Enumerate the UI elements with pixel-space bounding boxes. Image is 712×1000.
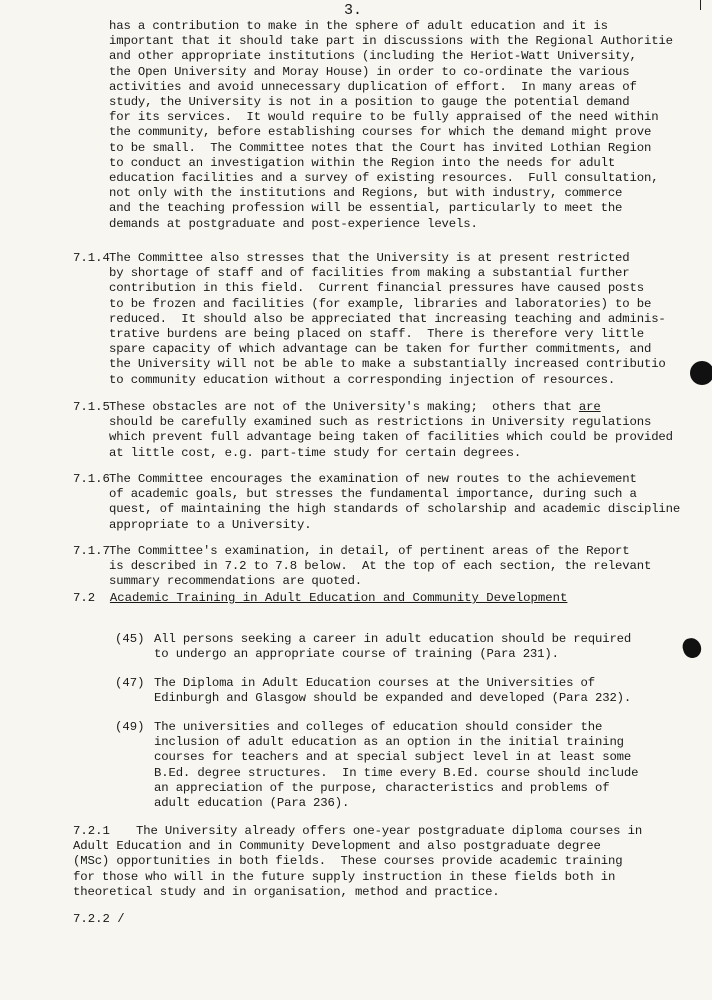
section-7-2-1-body: The University already offers one-year postgraduate diploma courses in Adult Education and in Community Development and also postgraduate degree (MSc) opportunities in both fields. These courses provide academic training for those who will in the future supply instruction in these fields both in theoretical study and in organisation, method and practice. (73, 824, 643, 899)
continuation-marker: 7.2.2 / (73, 912, 125, 926)
ink-blot (690, 361, 712, 385)
ink-blot-2 (681, 636, 704, 660)
section-7-2-heading (73, 591, 567, 605)
section-7-1-6-number: 7.1.6 (73, 472, 110, 486)
recommendation-47-text: The Diploma in Adult Education courses at the Universities of Edinburgh and Glasgow should be expanded and developed (Para 232). (154, 676, 632, 706)
recommendation-49-number: (49) (115, 720, 145, 734)
intro-paragraph: has a contribution to make in the sphere of adult education and it is important that it should take part in discussions with the Regional Authoritie and other appropriate institutions (including the Heriot-Watt University, the Open University and Moray House) in order to co-ordinate the various activities and avoid unnecessary duplication of effort. In many areas of study, the University is not in a position to gauge the potential demand for its services. It would require to be fully appraised of the need within the community, before establishing courses for which the demand might prove to be small. The Committee notes that the Court has invited Lothian Region to conduct an investigation within the Region into the needs for adult education facilities and a survey of existing resources. Full consultation, not only with the institutions and Regions, but with industry, commerce and the teaching profession will be essential, particularly to meet the demands at postgraduate and post-experience levels. (109, 19, 673, 231)
section-7-1-7-text: The Committee's examination, in detail, of pertinent areas of the Report is described in 7.2 to 7.8 below. At the top of each section, the relevant summary recommendations are quoted. (109, 544, 652, 589)
recommendation-45-number: (45) (115, 632, 145, 646)
page-number: 3. (344, 2, 363, 19)
recommendation-47-number: (47) (115, 676, 145, 690)
section-7-1-5-text-b: should be carefully examined such as restrictions in University regulations which prevent full advantage being taken of facilities which could be provided at little cost, e.g. part-time study for certain degrees. (109, 415, 673, 460)
section-7-1-4-number: 7.1.4 (73, 251, 110, 265)
section-7-1-7-number: 7.1.7 (73, 544, 110, 558)
section-7-2-number: 7.2 (73, 591, 96, 605)
section-7-2-1-number: 7.2.1 (73, 824, 110, 838)
recommendation-49-text: The universities and colleges of education should consider the inclusion of adult education as an option in the initial training courses for teachers and at special subject level in at least some B.Ed. degree structures. In time every B.Ed. course should include an appreciation of the purpose, characteristics and problems of adult education (Para 236). (154, 720, 639, 811)
section-7-1-5-number: 7.1.5 (73, 400, 110, 414)
section-7-1-4-text: The Committee also stresses that the University is at present restricted by shortage of staff and of facilities from making a substantial further contribution in this field. Current financial pressures have caused posts to be frozen and facilities (for example, libraries and laboratories) to be reduced. It should also be appreciated that increasing teaching and adminis- trative burdens are being placed on staff. There is therefore very little spare capacity of which advantage can be taken for further commitments, and the University will not be able to make a substantially increased contributio to community education without a corresponding injection of resources. (109, 251, 666, 387)
section-7-2-title: Academic Training in Adult Education and Community Development (109, 591, 568, 605)
section-7-1-6-text: The Committee encourages the examination of new routes to the achievement of academic goals, but stresses the fundamental importance, during such a quest, of maintaining the high standards of scholarship and academic discipline appropriate to a University. (109, 472, 681, 532)
recommendation-45-text: All persons seeking a career in adult education should be required to undergo an appropriate course of training (Para 231). (154, 632, 632, 662)
underlined-are: are (578, 400, 601, 414)
section-7-1-5-text-a: These obstacles are not of the University's making; others that (109, 400, 579, 414)
section-7-1-5-text (109, 400, 673, 461)
section-7-2-1-text (73, 824, 642, 900)
corner-mark (700, 0, 701, 10)
